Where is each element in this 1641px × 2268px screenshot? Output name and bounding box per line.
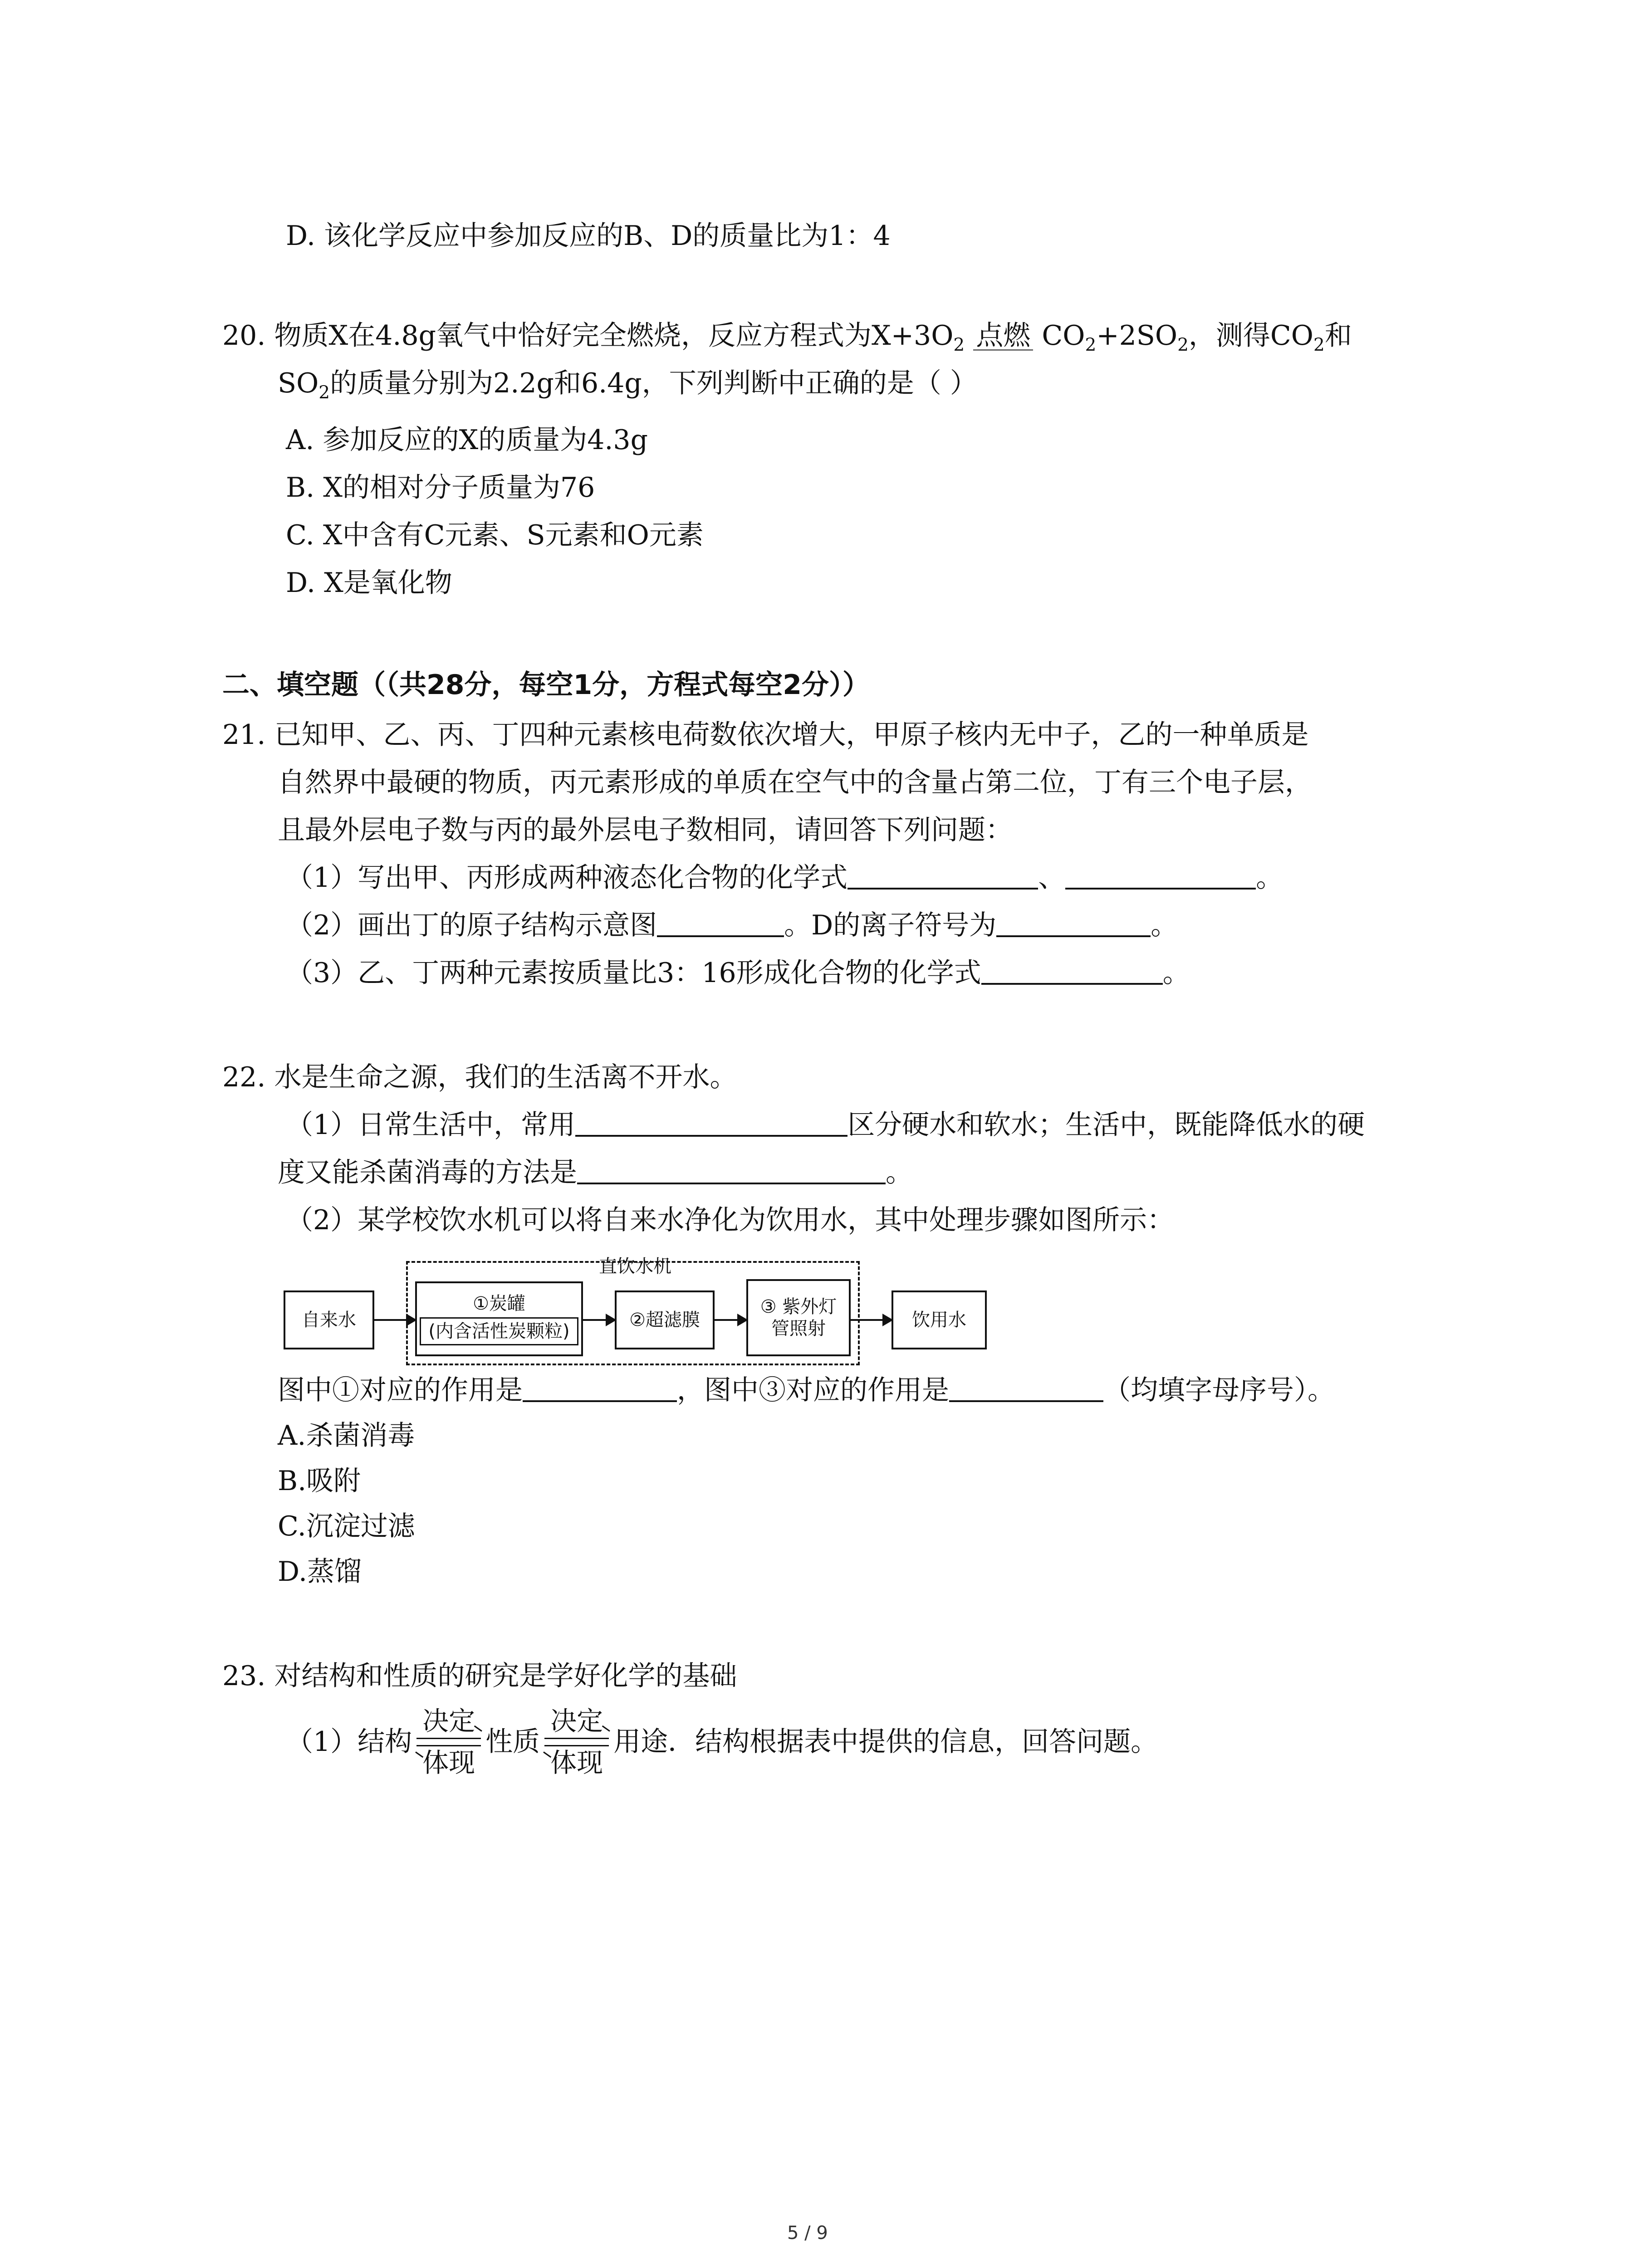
q20-text-e: 和 (1324, 320, 1352, 352)
q20-sub-co2b: 2 (1313, 335, 1325, 356)
page-number: 5 / 9 (787, 2223, 828, 2244)
q21-part2 (286, 909, 1178, 941)
q20-condition: 点燃 (973, 322, 1033, 351)
answer-blank[interactable] (575, 1135, 847, 1137)
q21-p2-end: 。 (1151, 909, 1178, 941)
answer-blank[interactable] (981, 983, 1163, 985)
q23-p1-text-b: 性质 (485, 1726, 540, 1758)
q22-p1-text: （1）日常生活中，常用 (286, 1109, 576, 1141)
arrow-1 (374, 1319, 415, 1321)
q22-p1-end: 。 (886, 1157, 913, 1188)
q20-text-c: +2SO (1096, 320, 1178, 352)
q20-sub-co2: 2 (1085, 335, 1097, 356)
q20-line1 (222, 322, 1352, 354)
answer-blank[interactable] (996, 935, 1151, 937)
q22-part1-line2 (278, 1159, 913, 1186)
q21-line2: 自然界中最硬的物质，丙元素形成的单质在空气中的含量占第二位，丁有三个电子层， (278, 767, 1312, 798)
q22-q-text: 图中①对应的作用是 (278, 1374, 523, 1406)
q21-line3: 且最外层电子数与丙的最外层电子数相同，请回答下列问题： (278, 814, 1013, 846)
q21-p3-text: （3）乙、丁两种元素按质量比3：16形成化合物的化学式 (286, 957, 981, 989)
arrow-2 (583, 1319, 615, 1321)
water-purifier-diagram (272, 1252, 998, 1370)
q22-choice-b: B.吸附 (278, 1465, 361, 1497)
q20-text-b: CO (1042, 320, 1085, 352)
q21-p3-end: 。 (1162, 957, 1190, 989)
section-title: 二、填空题（（共28分，每空1分，方程式每空2分）） (222, 669, 870, 701)
answer-blank[interactable] (523, 1400, 677, 1402)
box-uv-lamp (746, 1279, 851, 1356)
box3-label: ③ 紫外灯 (760, 1296, 837, 1317)
diagram-label-purifier: 直饮水机 (599, 1256, 671, 1277)
box1-label: ①炭罐 (473, 1293, 525, 1314)
answer-blank[interactable] (657, 935, 784, 937)
box-ultrafiltration: ②超滤膜 (615, 1290, 715, 1349)
q20-sub-o2: 2 (953, 335, 965, 356)
q23-part1 (286, 1706, 1158, 1778)
q22-choice-d: D.蒸馏 (278, 1556, 362, 1588)
arrow-3 (715, 1319, 746, 1321)
answer-blank[interactable] (1065, 888, 1256, 890)
q21-p2-text-b: 。D的离子符号为 (784, 909, 997, 941)
answer-blank[interactable] (577, 1183, 886, 1184)
answer-blank[interactable] (949, 1400, 1103, 1402)
q22-choice-a: A.杀菌消毒 (278, 1420, 415, 1452)
q20-option-c: C. X中含有C元素、S元素和O元素 (286, 519, 704, 551)
relation-arrow-1 (415, 1708, 483, 1776)
q22-p1-text-b: 区分硬水和软水；生活中，既能降低水的硬 (847, 1109, 1365, 1141)
q19-option-d: D. 该化学反应中参加反应的B、D的质量比为1：4 (286, 220, 891, 252)
q21-p1-sep: 、 (1038, 862, 1066, 894)
q23-p1-text-c: 用途．结构根据表中提供的信息，回答问题。 (613, 1726, 1158, 1758)
box3-label-b: 管照射 (771, 1318, 826, 1339)
q22-q-text-c: （均填字母序号）。 (1103, 1374, 1335, 1406)
q20-text-f: SO (278, 367, 319, 399)
relation-arrow-2 (543, 1708, 611, 1776)
q23-p1-text: （1）结构 (286, 1726, 412, 1758)
box1-sub-label: (内含活性炭颗粒) (420, 1317, 578, 1345)
arrow-label-decide: 决定 (550, 1706, 603, 1736)
q21-part3 (286, 959, 1190, 987)
q21-p1-text: （1）写出甲、丙形成两种液态化合物的化学式 (286, 862, 848, 894)
q20-sub-so2b: 2 (318, 382, 330, 403)
q22-part1-line1 (286, 1111, 1365, 1139)
q20-line2 (278, 367, 977, 403)
q22-question (278, 1374, 1335, 1406)
q21-p2-text: （2）画出丁的原子结构示意图 (286, 909, 657, 941)
q20-text-d: ，测得CO (1188, 320, 1313, 352)
q22-line1: 22. 水是生命之源，我们的生活离不开水。 (222, 1061, 737, 1093)
q20-text-a: 20. 物质X在4.8g氧气中恰好完全燃烧，反应方程式为X+3O (222, 320, 954, 352)
q21-part1 (286, 862, 1283, 894)
box-tap-water: 自来水 (284, 1290, 374, 1349)
q23-line1: 23. 对结构和性质的研究是学好化学的基础 (222, 1660, 737, 1692)
arrow-4 (851, 1319, 892, 1321)
q20-text-g: 的质量分别为2.2g和6.4g，下列判断中正确的是（ ） (330, 367, 977, 399)
q22-q-text-b: ，图中③对应的作用是 (677, 1374, 949, 1406)
box-carbon-tank (415, 1281, 583, 1356)
q20-option-d: D. X是氧化物 (286, 567, 452, 599)
arrow-label-reflect: 体现 (550, 1747, 603, 1778)
q21-p1-end: 。 (1256, 862, 1283, 894)
q20-option-b: B. X的相对分子质量为76 (286, 472, 595, 503)
answer-blank[interactable] (847, 888, 1038, 890)
q22-part2: （2）某学校饮水机可以将自来水净化为饮用水，其中处理步骤如图所示： (286, 1204, 1175, 1236)
q20-option-a: A. 参加反应的X的质量为4.3g (286, 424, 648, 456)
q21-line1: 21. 已知甲、乙、丙、丁四种元素核电荷数依次增大，甲原子核内无中子，乙的一种单质是 (222, 719, 1309, 751)
q20-sub-so2: 2 (1177, 335, 1189, 356)
arrow-label-reflect: 体现 (422, 1747, 475, 1778)
q22-choice-c: C.沉淀过滤 (278, 1510, 415, 1542)
q22-p1-text-c: 度又能杀菌消毒的方法是 (278, 1157, 577, 1188)
box-drinking-water: 饮用水 (892, 1290, 987, 1349)
arrow-label-decide: 决定 (422, 1706, 475, 1736)
